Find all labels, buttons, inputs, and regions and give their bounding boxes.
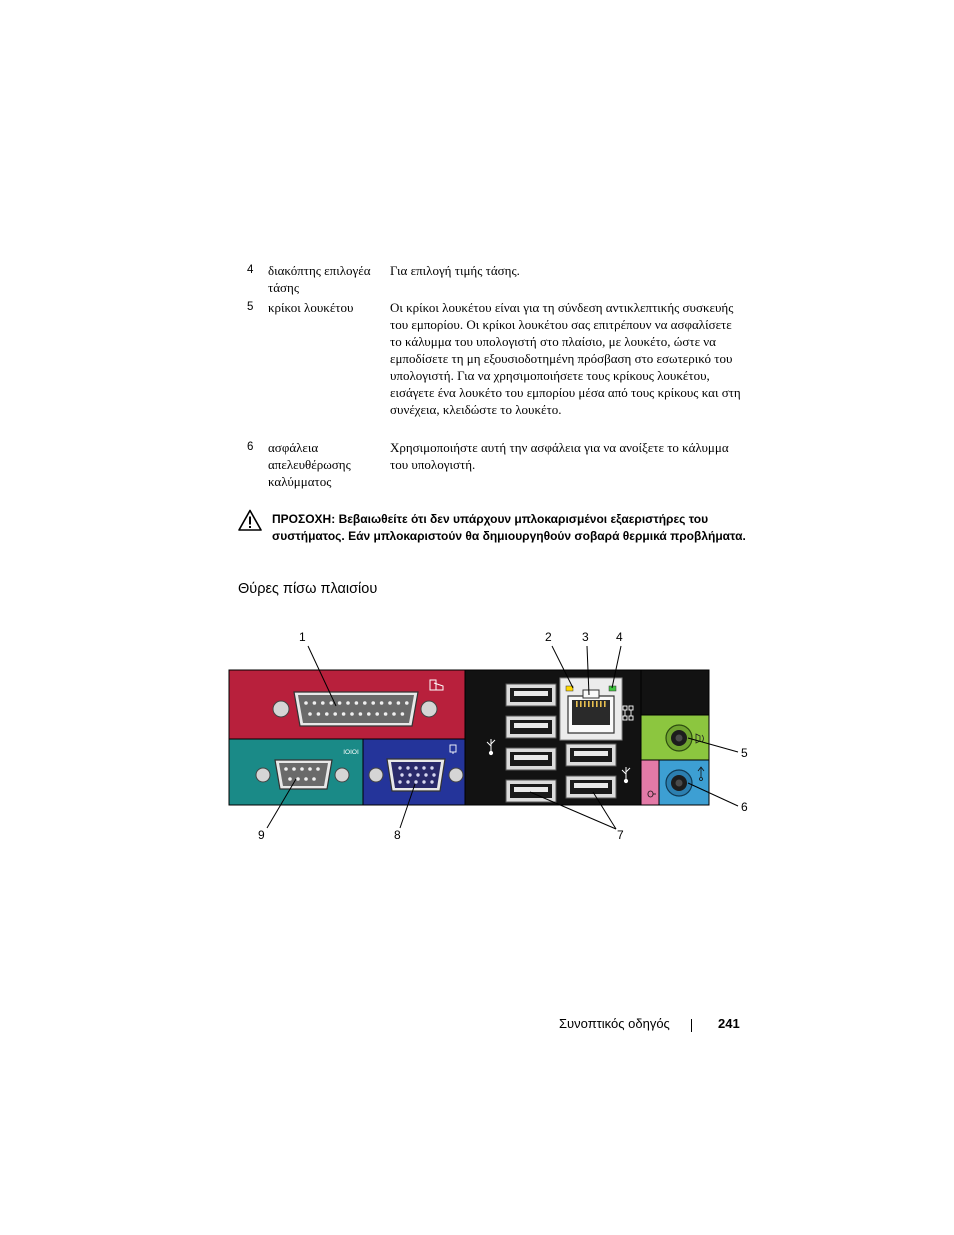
pin xyxy=(346,701,350,705)
callout-6: 6 xyxy=(741,800,748,814)
row-number: 5 xyxy=(247,301,254,313)
pin xyxy=(416,773,419,776)
pin xyxy=(333,712,337,716)
pin xyxy=(350,712,354,716)
pin xyxy=(367,712,371,716)
callout-5: 5 xyxy=(741,746,748,760)
footer-section: Συνοπτικός οδηγός xyxy=(559,1016,670,1031)
pin xyxy=(375,712,379,716)
row-name: διακόπτης επιλογέα τάσης xyxy=(268,263,371,295)
pin xyxy=(414,766,417,769)
callout-7: 7 xyxy=(617,828,624,842)
usb-port xyxy=(566,776,616,798)
pin xyxy=(342,712,346,716)
pin xyxy=(408,773,411,776)
pin xyxy=(397,701,401,705)
pin xyxy=(424,773,427,776)
pin xyxy=(325,712,329,716)
pin xyxy=(422,766,425,769)
pin xyxy=(398,780,401,783)
row-number: 6 xyxy=(247,441,254,453)
pin xyxy=(329,701,333,705)
pin xyxy=(401,712,405,716)
pin xyxy=(405,701,409,705)
row-description: Για επιλογή τιμής τάσης. xyxy=(390,263,520,278)
serial-label: IOIOI xyxy=(343,749,359,756)
usb-port xyxy=(506,716,556,738)
row-description: Οι κρίκοι λουκέτου είναι για τη σύνδεση αντικλεπτικής συσκευής του εμπορίου. Οι κρίκοι λουκέτου σας επιτρέπουν να ασφαλίσετε το κάλυμμα του υπολογιστή στο πλαίσιο, με λουκέτο, ώστε να εμποδίσετε τη μη εξουσιοδοτημένη πρόσβαση στο εσωτερικό του υπολογιστή. Για να χρησιμοποιήσετε τους κρίκους λουκέτου, εισάγετε ένα λουκέτο του εμπορίου μέσα από τους κρίκους και στη συνέχεια, κλειδώστε το λουκέτο. xyxy=(390,300,741,417)
pin xyxy=(430,780,433,783)
callout-2: 2 xyxy=(545,630,552,644)
pin xyxy=(313,701,317,705)
callout-3: 3 xyxy=(582,630,589,644)
caution-body: Βεβαιωθείτε ότι δεν υπάρχουν μπλοκαρισμένοι εξαεριστήρες του συστήματος. Εάν μπλοκαριστούν θα δημιουργηθούν σοβαρά θερμικά προβλήματα. xyxy=(272,512,746,543)
row-number: 4 xyxy=(247,264,254,276)
pin xyxy=(338,701,342,705)
pin xyxy=(430,766,433,769)
pin xyxy=(414,780,417,783)
audio-panel-top xyxy=(641,670,709,715)
row-name: ασφάλεια απελευθέρωσης καλύμματος xyxy=(268,440,351,489)
callout-8: 8 xyxy=(394,828,401,842)
pin xyxy=(380,701,384,705)
caution-label: ΠΡΟΣΟΧΗ: xyxy=(272,512,336,526)
pin xyxy=(406,766,409,769)
pin xyxy=(406,780,409,783)
pin xyxy=(363,701,367,705)
pin xyxy=(398,766,401,769)
pin xyxy=(355,701,359,705)
row-name: κρίκοι λουκέτου xyxy=(268,300,354,315)
pin xyxy=(384,712,388,716)
pin xyxy=(388,701,392,705)
row-description: Χρησιμοποιήστε αυτή την ασφάλεια για να ανοίξετε το κάλυμμα του υπολογιστή. xyxy=(390,440,729,472)
pin xyxy=(392,712,396,716)
pin xyxy=(308,712,312,716)
usb-port xyxy=(566,744,616,766)
callout-1: 1 xyxy=(299,630,306,644)
pin xyxy=(422,780,425,783)
section-title: Θύρες πίσω πλαισίου xyxy=(238,581,378,597)
pin xyxy=(359,712,363,716)
usb-port xyxy=(506,684,556,706)
pin xyxy=(317,712,321,716)
pin xyxy=(304,701,308,705)
mic-panel xyxy=(641,760,659,805)
network-port-icon xyxy=(560,678,622,740)
pin xyxy=(321,701,325,705)
page-number: 241 xyxy=(718,1016,740,1031)
callout-4: 4 xyxy=(616,630,623,644)
pin xyxy=(432,773,435,776)
pin xyxy=(400,773,403,776)
callout-9: 9 xyxy=(258,828,265,842)
usb-port xyxy=(506,780,556,802)
pin xyxy=(371,701,375,705)
usb-port xyxy=(506,748,556,770)
footer-separator xyxy=(691,1019,692,1032)
